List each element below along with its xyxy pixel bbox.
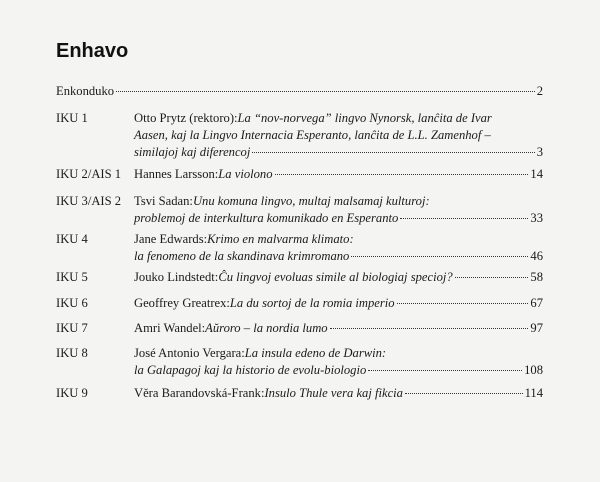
entry-author: Jouko Lindstedt: — [134, 270, 219, 284]
toc-line — [56, 83, 543, 100]
entry-author: José Antonio Vergara: — [134, 346, 245, 360]
entry-author: Amri Wandel: — [134, 321, 206, 335]
entry-code: IKU 2/AIS 1 — [56, 167, 122, 181]
toc-entry — [56, 295, 543, 312]
entry-code: IKU 3/AIS 2 — [56, 194, 122, 208]
entry-title: La du sortoj de la romia imperio — [229, 296, 395, 310]
entry-title: Insulo Thule vera kaj fikcia — [264, 386, 403, 400]
entry-title: la fenomeno de la skandinava krimromano — [134, 249, 350, 263]
toc-entry-intro — [56, 83, 543, 100]
toc-entry — [56, 345, 543, 379]
page-number: 58 — [530, 270, 543, 284]
page-number: 114 — [524, 386, 543, 400]
toc-entry — [56, 320, 543, 337]
page-number: 46 — [530, 249, 543, 263]
entry-title: Krimo en malvarma klimato: — [207, 232, 354, 246]
entry-author: Jane Edwards: — [134, 232, 208, 246]
entry-code: IKU 4 — [56, 232, 88, 246]
page-number: 97 — [530, 321, 543, 335]
entry-title: Ĉu lingvoj evoluas simile al biologiaj specioj? — [218, 270, 453, 284]
leader-dots — [400, 217, 528, 219]
toc-entry — [56, 110, 543, 161]
leader-dots — [116, 90, 535, 92]
entry-author: Věra Barandovská-Frank: — [134, 386, 265, 400]
page-title: Enhavo — [56, 40, 129, 62]
entry-code: IKU 5 — [56, 270, 88, 284]
toc-entry — [56, 385, 543, 402]
page-number: 67 — [530, 296, 543, 310]
entry-author: Otto Prytz (rektoro): — [134, 111, 238, 125]
page-number: 2 — [536, 84, 543, 98]
entry-title: similajoj kaj diferencoj — [134, 145, 251, 159]
page-number: 3 — [536, 145, 543, 159]
entry-author: Tsvi Sadan: — [134, 194, 193, 208]
entry-title: Unu komuna lingvo, multaj malsamaj kulturoj: — [192, 194, 430, 208]
leader-dots — [455, 276, 529, 278]
page-number: 14 — [530, 167, 543, 181]
entry-title: problemoj de interkultura komunikado en Esperanto — [134, 211, 399, 225]
leader-dots — [252, 151, 534, 153]
leader-dots — [351, 255, 528, 257]
leader-dots — [405, 392, 523, 394]
toc-entry — [56, 166, 543, 183]
entry-code: IKU 6 — [56, 296, 88, 310]
entry-title: La violono — [218, 167, 273, 181]
page-number: 108 — [524, 363, 543, 377]
entry-code: IKU 1 — [56, 111, 88, 125]
entry-title: Enkonduko — [56, 84, 115, 98]
leader-dots — [330, 327, 529, 329]
toc-entry — [56, 269, 543, 286]
leader-dots — [397, 302, 529, 304]
entry-code: IKU 9 — [56, 386, 88, 400]
entry-code: IKU 8 — [56, 346, 88, 360]
entry-title: La insula edeno de Darwin: — [244, 346, 387, 360]
leader-dots — [275, 173, 529, 175]
toc-entry — [56, 231, 543, 265]
entry-title: La “nov-norvega” lingvo Nynorsk, lanĉita de Ivar — [237, 111, 492, 125]
entry-author: Hannes Larsson: — [134, 167, 219, 181]
entry-title: Aasen, kaj la Lingvo Internacia Esperanto, lanĉita de L.L. Zamenhof – — [134, 128, 491, 142]
entry-title: la Galapagoj kaj la historio de evolu-biologio — [134, 363, 367, 377]
entry-title: Aŭroro – la nordia lumo — [205, 321, 328, 335]
entry-author: Geoffrey Greatrex: — [134, 296, 230, 310]
toc-entry — [56, 193, 543, 227]
leader-dots — [368, 369, 522, 371]
entry-code: IKU 7 — [56, 321, 88, 335]
page-number: 33 — [530, 211, 543, 225]
